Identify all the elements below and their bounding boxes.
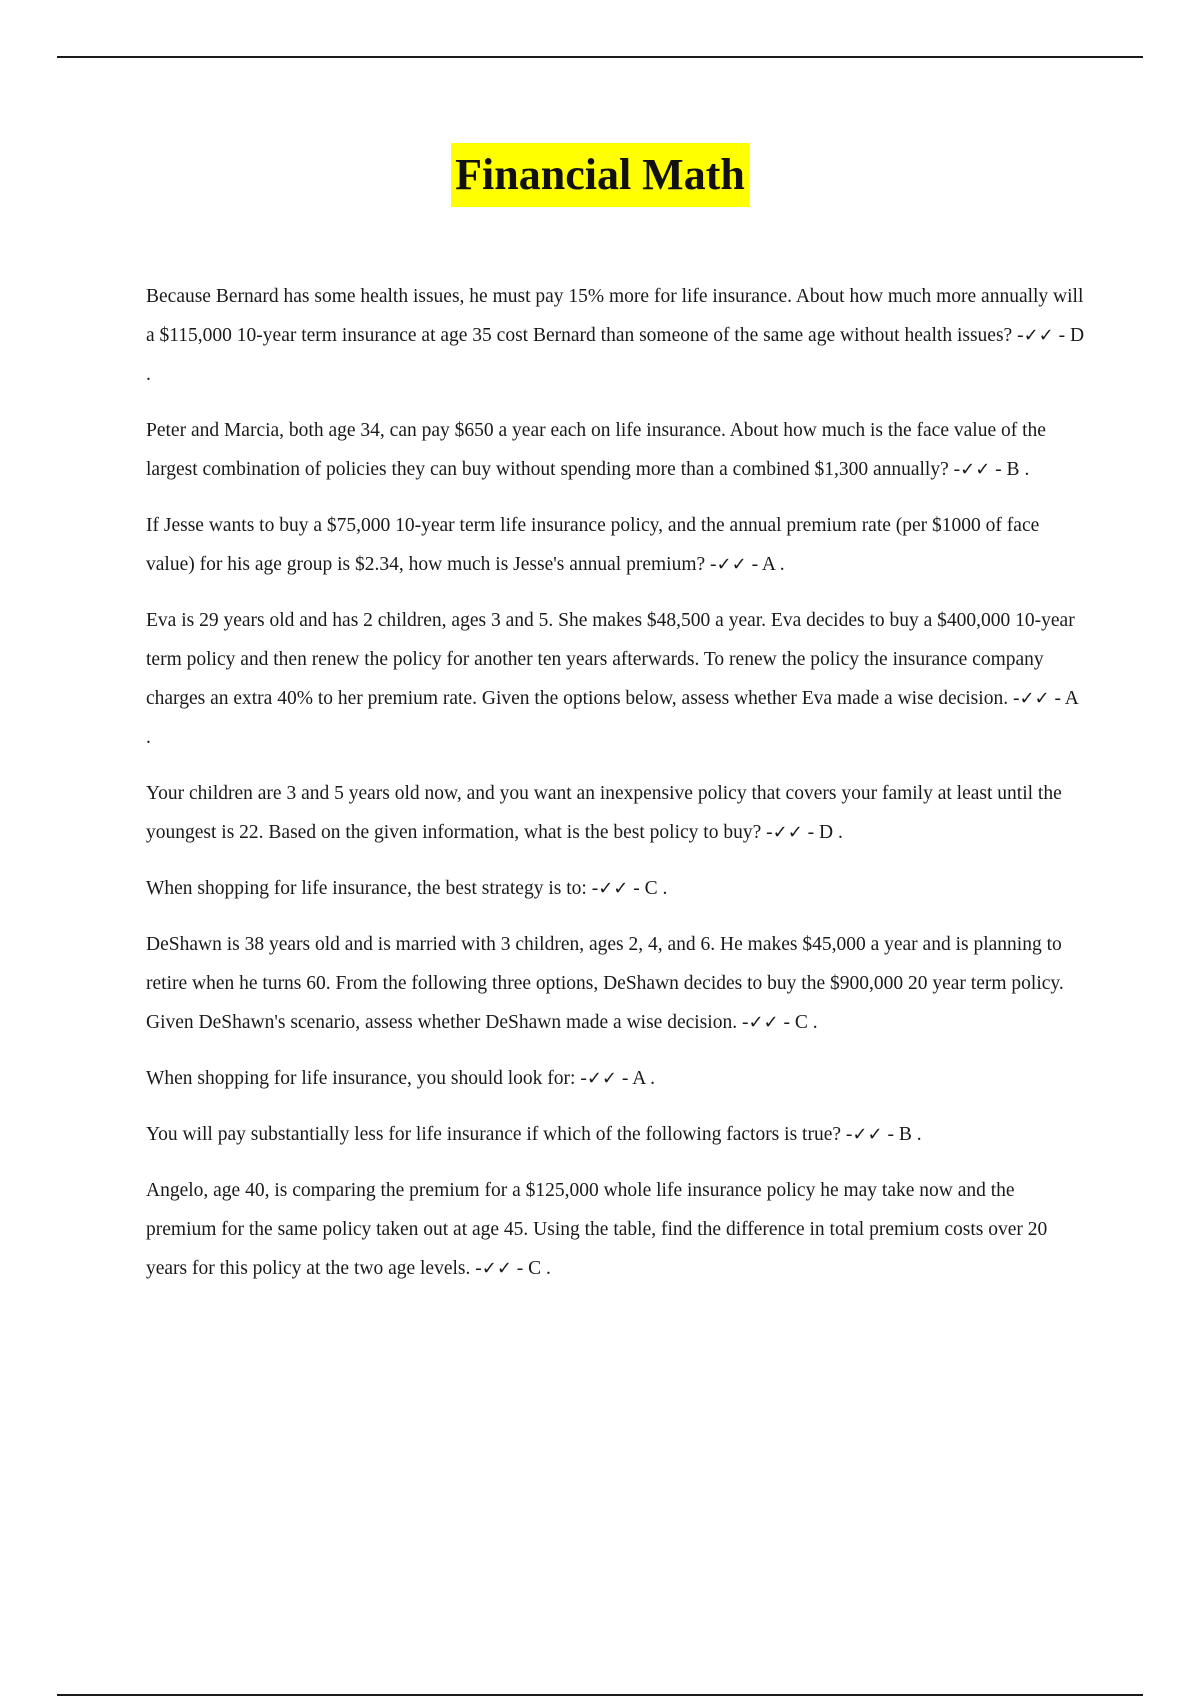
qa-list <box>146 277 1086 1305</box>
qa-item <box>146 1115 1086 1154</box>
answer-separator: - <box>1049 688 1065 709</box>
answer-separator: - <box>746 554 762 575</box>
qa-item <box>146 506 1086 584</box>
answer-separator: - <box>990 459 1007 480</box>
answer-letter: C <box>528 1258 542 1279</box>
answer-letter: D <box>1070 325 1085 346</box>
answer-letter: A <box>1064 688 1078 709</box>
answer-suffix: . <box>807 1012 818 1033</box>
qa-item <box>146 925 1086 1042</box>
answer-prefix: - <box>475 1258 482 1279</box>
check-marks-icon: ✓✓ <box>960 459 991 480</box>
check-marks-icon: ✓✓ <box>481 1258 512 1279</box>
answer-separator: - <box>1053 325 1071 346</box>
answer-prefix: - <box>580 1068 587 1089</box>
qa-item <box>146 774 1086 852</box>
qa-item <box>146 601 1086 757</box>
answer-prefix: - <box>1017 325 1024 346</box>
answer-letter: C <box>794 1012 808 1033</box>
answer-suffix: . <box>1019 459 1030 480</box>
answer-separator: - <box>802 822 820 843</box>
answer-suffix: . <box>146 364 151 385</box>
answer-prefix: - <box>741 1012 749 1033</box>
check-marks-icon: ✓✓ <box>748 1012 779 1033</box>
question-text: When shopping for life insurance, the best strategy is to: <box>146 878 587 899</box>
qa-item <box>146 1059 1086 1098</box>
answer-suffix: . <box>645 1068 655 1089</box>
answer-letter: A <box>761 554 775 575</box>
answer-suffix: . <box>541 1258 551 1279</box>
question-text: When shopping for life insurance, you should look for: <box>146 1068 576 1089</box>
answer-prefix: - <box>845 1124 853 1145</box>
answer-separator: - <box>778 1012 795 1033</box>
question-text: DeShawn is 38 years old and is married with 3 children, ages 2, 4, and 6. He makes $45,000 a year and is planning to retire when he turns 60. From the following three options, DeShawn decides to buy the $900,000 20 year term policy. Given DeShawn's scenario, assess whether DeShawn made a wise decision. <box>146 934 1064 1033</box>
answer-suffix: . <box>774 554 785 575</box>
answer-letter: A <box>632 1068 646 1089</box>
check-marks-icon: ✓✓ <box>852 1124 883 1145</box>
answer-prefix: - <box>710 554 717 575</box>
qa-item <box>146 411 1086 489</box>
check-marks-icon: ✓✓ <box>772 822 803 843</box>
title-wrap <box>0 143 1200 207</box>
check-marks-icon: ✓✓ <box>1019 688 1050 709</box>
question-text: Eva is 29 years old and has 2 children, ages 3 and 5. She makes $48,500 a year. Eva decides to buy a $400,000 10-year term policy and then renew the policy for another ten years afterwards. To renew the policy the insurance company charges an extra 40% to her premium rate. Given the options below, assess whether Eva made a wise decision. <box>146 610 1075 709</box>
answer-separator: - <box>617 1068 633 1089</box>
answer-prefix: - <box>591 878 599 899</box>
answer-prefix: - <box>766 822 773 843</box>
qa-item <box>146 277 1086 394</box>
question-text: Angelo, age 40, is comparing the premium for a $125,000 whole life insurance policy he may take now and the premium for the same policy taken out at age 45. Using the table, find the difference in total premium costs over 20 years for this policy at the two age levels. <box>146 1180 1048 1279</box>
answer-suffix: . <box>833 822 843 843</box>
answer-suffix: . <box>146 727 151 748</box>
question-text: Your children are 3 and 5 years old now, and you want an inexpensive policy that covers your family at least until the youngest is 22. Based on the given information, what is the best policy to buy? <box>146 783 1062 843</box>
answer-prefix: - <box>953 459 961 480</box>
answer-suffix: . <box>657 878 668 899</box>
answer-prefix: - <box>1012 688 1020 709</box>
answer-separator: - <box>628 878 645 899</box>
answer-suffix: . <box>911 1124 922 1145</box>
question-text: Peter and Marcia, both age 34, can pay $650 a year each on life insurance. About how much is the face value of the largest combination of policies they can buy without spending more than a combined $1,300 annually? <box>146 420 1046 480</box>
page-title: Financial Math <box>451 143 749 207</box>
question-text: If Jesse wants to buy a $75,000 10-year term life insurance policy, and the annual premium rate (per $1000 of face value) for his age group is $2.34, how much is Jesse's annual premium? <box>146 515 1040 575</box>
check-marks-icon: ✓✓ <box>598 878 629 899</box>
question-text: You will pay substantially less for life insurance if which of the following factors is true? <box>146 1124 842 1145</box>
check-marks-icon: ✓✓ <box>716 554 747 575</box>
answer-separator: - <box>882 1124 899 1145</box>
answer-letter: B <box>1006 459 1020 480</box>
answer-letter: B <box>898 1124 912 1145</box>
qa-item <box>146 1171 1086 1288</box>
answer-separator: - <box>511 1258 529 1279</box>
question-text: Because Bernard has some health issues, he must pay 15% more for life insurance. About how much more annually will a $115,000 10-year term insurance at age 35 cost Bernard than someone of the same age without health issues? <box>146 286 1084 346</box>
answer-letter: C <box>644 878 658 899</box>
bottom-rule <box>57 1694 1143 1696</box>
check-marks-icon: ✓✓ <box>1023 325 1054 346</box>
answer-letter: D <box>819 822 834 843</box>
top-rule <box>57 56 1143 58</box>
check-marks-icon: ✓✓ <box>586 1068 618 1089</box>
qa-item <box>146 869 1086 908</box>
